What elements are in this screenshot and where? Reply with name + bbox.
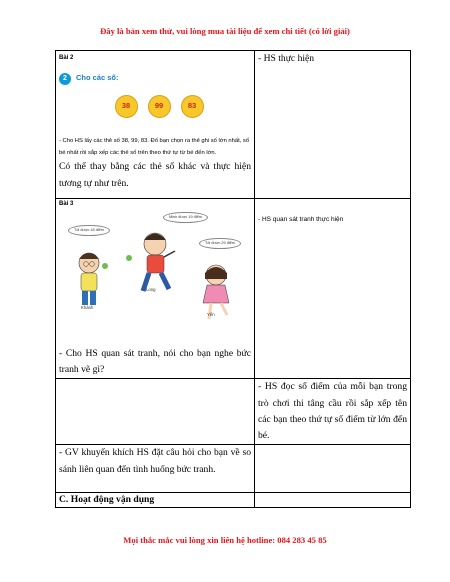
bai2-prompt (59, 73, 251, 85)
encourage-right-cell (255, 445, 411, 493)
bubble-khanh: Tôi được 18 điểm (68, 225, 110, 237)
bai2-response: - HS thực hiện (258, 53, 315, 64)
encourage-left-cell (56, 445, 255, 493)
bai3-question: - Cho HS quan sát tranh, nói cho bạn nghe bức tranh vẽ gì? (59, 347, 251, 375)
bai3-response: - HS quan sát tranh thực hiện (258, 216, 344, 223)
kid-name-khanh: Khánh (81, 304, 94, 310)
table-row-bai2 (56, 51, 411, 199)
section-c-cell (56, 493, 255, 508)
section-c-heading: C. Hoạt động vận dụng (59, 494, 155, 506)
reading-response: - HS đọc số điểm của mỗi bạn trong trò chơi thi tâng cầu rồi sắp xếp tên các bạn theo thứ tự số điểm từ lớn đến bé. (258, 381, 407, 442)
bai2-left-cell (56, 51, 255, 199)
kid-long-figure (126, 233, 175, 291)
section-c-right-cell (255, 493, 411, 508)
bai2-label: Bài 2 (59, 55, 74, 61)
bai2-prompt-text: Cho các số: (76, 73, 119, 83)
bai3-left-cell (56, 199, 255, 379)
bai2-instruction: - Cho HS lấy các thẻ số 38, 99, 83. Đố bạn chọn ra thẻ ghi số lớn nhất, số bé nhất rồi sắp xếp các thẻ số trên theo thứ tự từ bé đến lớn. (59, 137, 250, 156)
number-card-83: 83 (181, 95, 204, 118)
bai3-label: Bài 3 (59, 201, 74, 207)
kids-illustration (59, 211, 251, 344)
encourage-text: - GV khuyến khích HS đặt câu hỏi cho bạn về so sánh liên quan đến tình huống bức tranh. (59, 447, 251, 475)
lesson-table (55, 50, 411, 508)
bubble-yen: Tôi được 29 điểm (199, 238, 241, 250)
number-cards (67, 95, 251, 118)
footer-banner: Mọi thắc mắc vui lòng xin liên hệ hotline: 084 283 45 85 (123, 535, 327, 545)
kid-yen-figure (203, 265, 229, 319)
kid-khanh-figure (79, 253, 108, 305)
header-banner: Đây là bản xem thử, vui lòng mua tài liệu để xem chi tiết (có lời giải) (100, 26, 350, 36)
table-row-encourage (56, 445, 411, 493)
table-row-bai3 (56, 199, 411, 379)
exercise-number-badge: 2 (59, 73, 71, 85)
kid-name-yen: Yến (207, 311, 215, 317)
kid-name-long: Long (146, 286, 156, 292)
number-card-99: 99 (148, 95, 171, 118)
number-card-38: 38 (115, 95, 138, 118)
bai2-note: Có thể thay bằng các thẻ số khác và thực hiện tương tự như trên. (59, 161, 251, 189)
bai2-right-cell (255, 51, 411, 199)
reading-right-cell (255, 379, 411, 445)
table-row-reading (56, 379, 411, 445)
table-row-section-c (56, 493, 411, 508)
bubble-minh: Minh được 19 điểm (163, 212, 208, 224)
bai3-right-cell (255, 199, 411, 379)
reading-left-cell (56, 379, 255, 445)
